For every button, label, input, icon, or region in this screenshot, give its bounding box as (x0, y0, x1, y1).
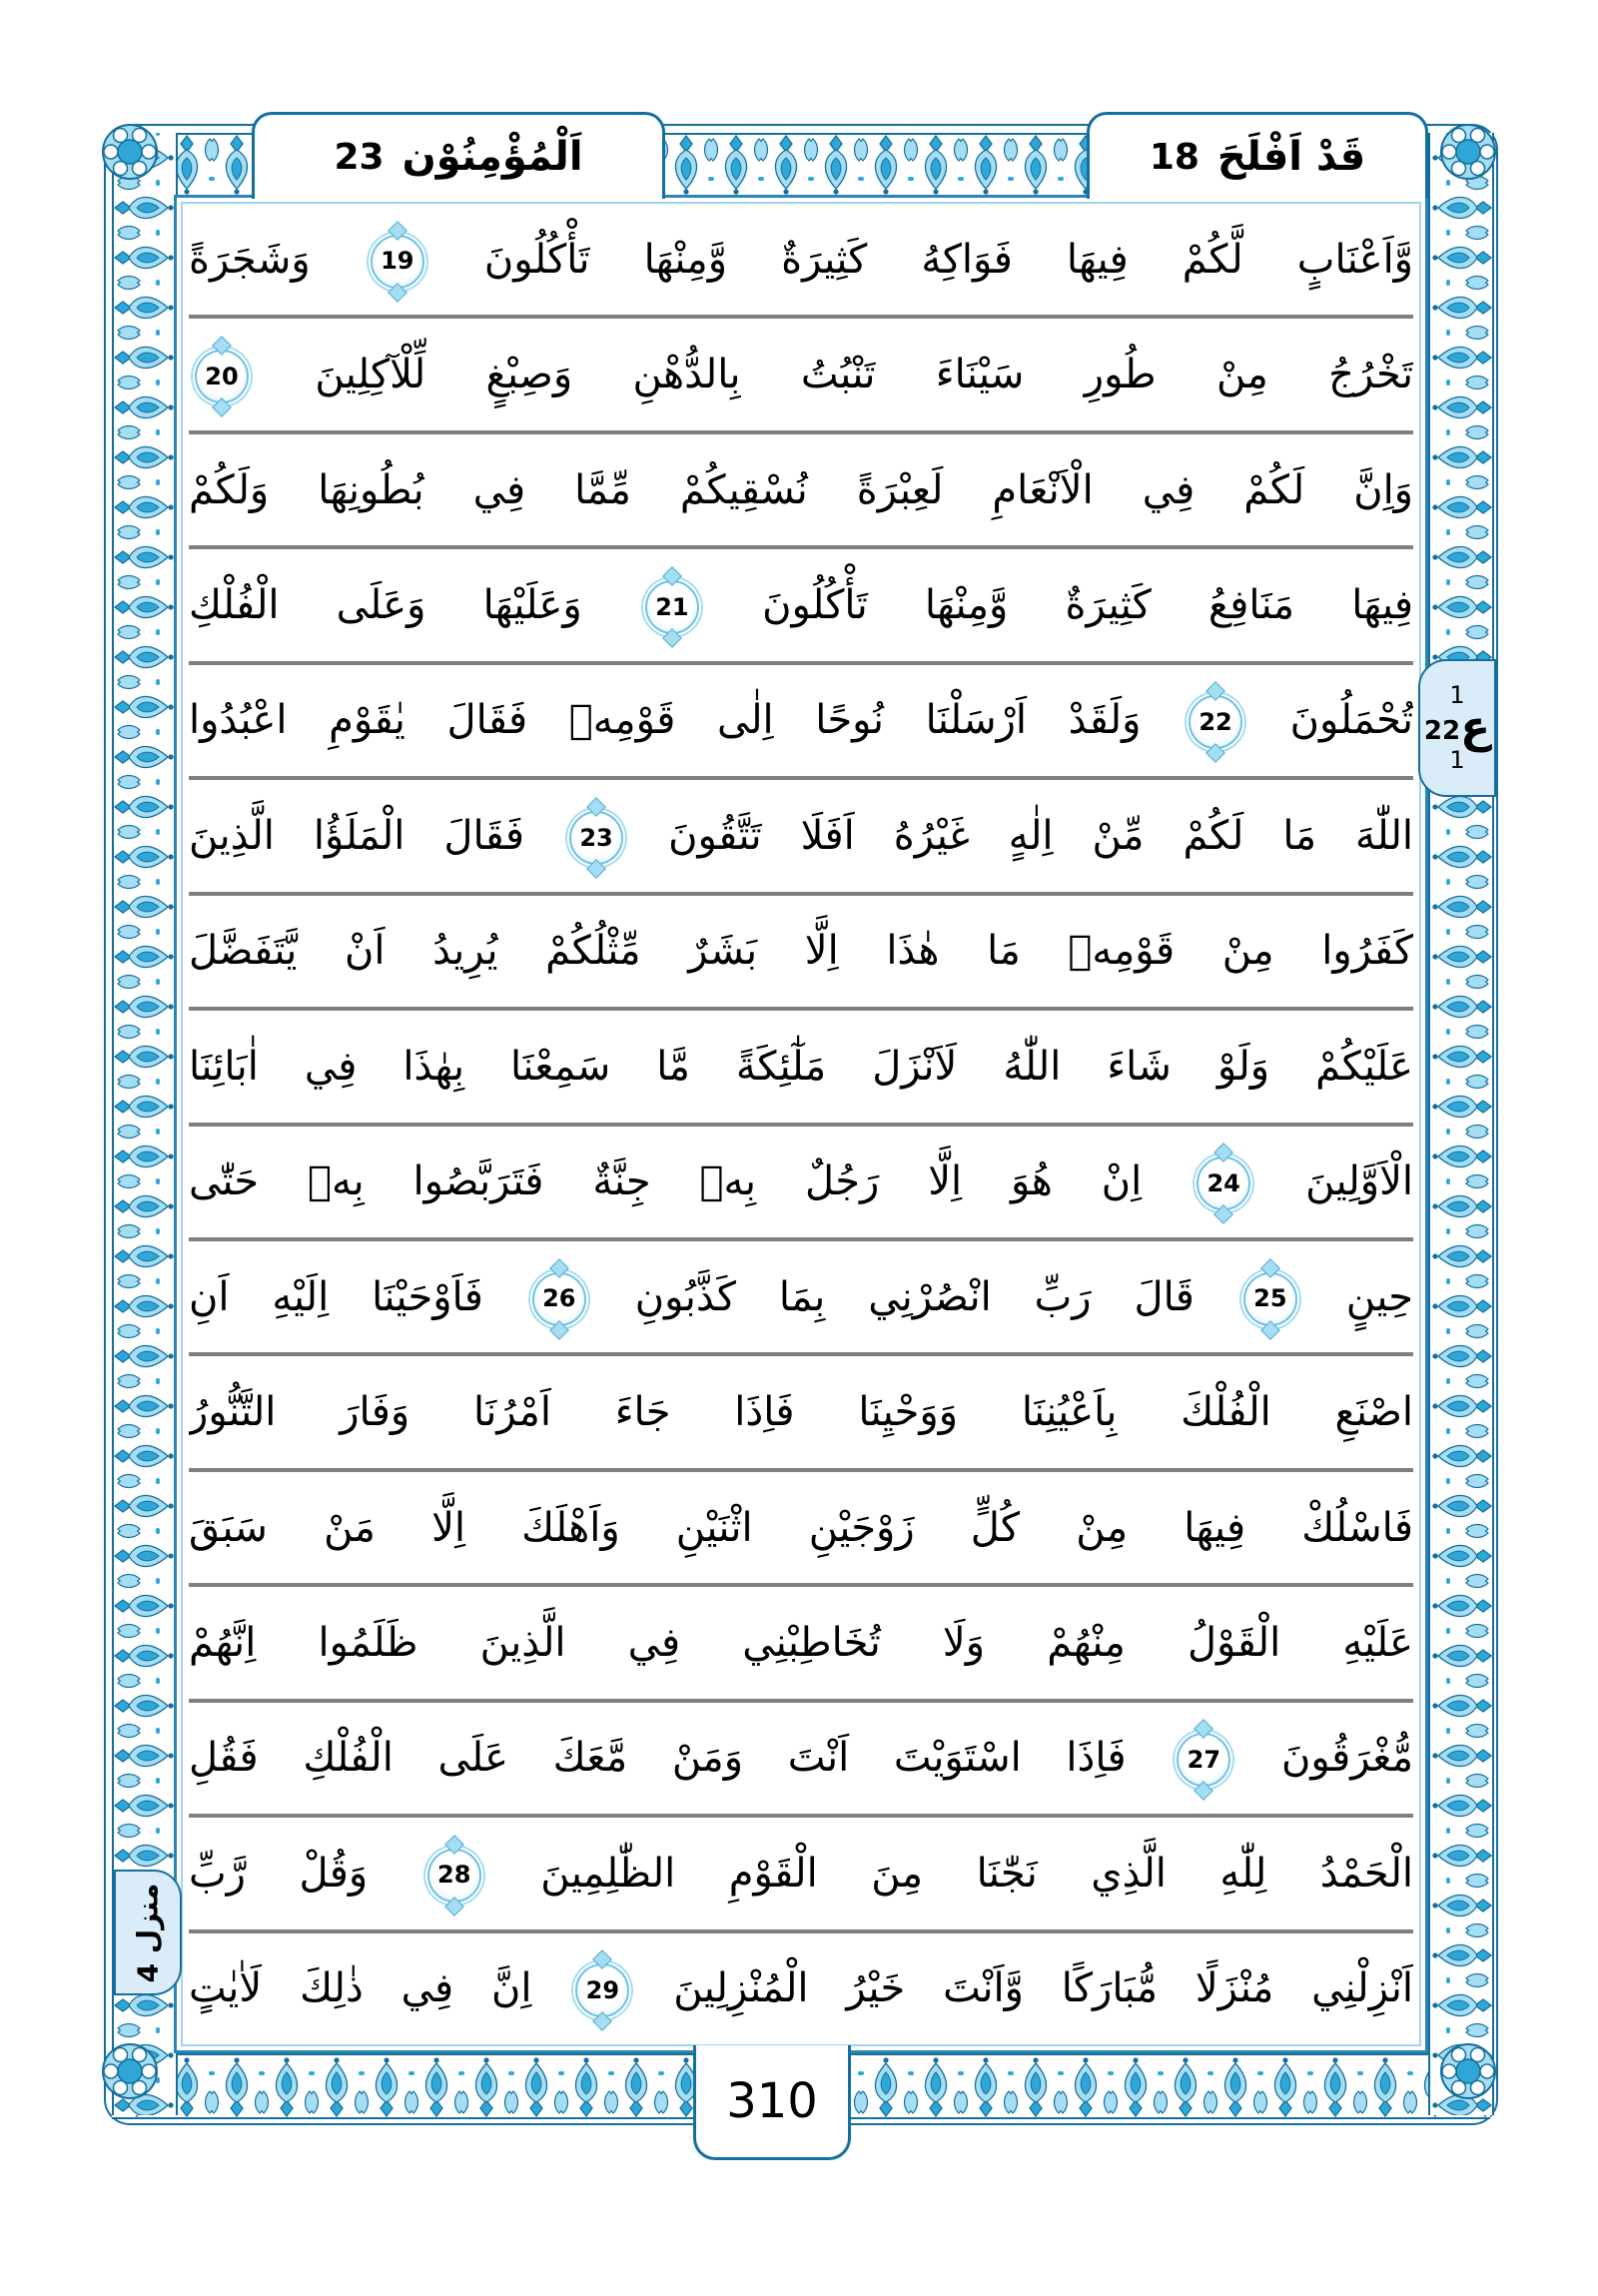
ayah-text: وَلَقَدْ اَرْسَلْنَا نُوحًا اِلٰى قَوْمِهٖ فَقَالَ يٰقَوْمِ اعْبُدُوا (189, 697, 1142, 744)
quran-line-text (189, 461, 1413, 519)
verse-number: 21 (655, 592, 689, 621)
quran-line (189, 319, 1413, 433)
surah-name-tab (252, 112, 665, 199)
manzil-marker-tab (114, 1870, 182, 1995)
corner-rosette-icon (98, 120, 162, 184)
verse-end-marker (1197, 1156, 1250, 1210)
quran-line (189, 665, 1413, 780)
ayah-text: وَّاَعْنَابٍ لَّكُمْ فِيهَا فَوَاكِهُ كَثِيرَةٌ وَّمِنْهَا تَأْكُلُونَ (483, 236, 1413, 283)
decorative-border-right (1428, 133, 1494, 2115)
verse-end-marker (569, 811, 623, 865)
ayah-text: وَقُلْ رَّبِّ (189, 1850, 369, 1897)
ayah-text: اصْنَعِ الْفُلْكَ بِاَعْيُنِنَا وَوَحْيِنَا فَاِذَا جَاءَ اَمْرُنَا وَفَارَ التَّنُّورُ (189, 1389, 1413, 1436)
juz-name-tab (1087, 112, 1428, 199)
manzil-label: منزل 4 (131, 1883, 165, 1982)
verse-number: 23 (579, 823, 613, 852)
verse-number: 29 (585, 1975, 620, 2004)
ayah-text: وَشَجَرَةً (189, 236, 311, 283)
ayah-text: تَخْرُجُ مِنْ طُورِ سَيْنَاءَ تَنْبُتُ بِالدُّهْنِ وَصِبْغٍ لِّلْآكِلِينَ (315, 352, 1413, 398)
quran-line-text (189, 1845, 1413, 1903)
quran-line-text (189, 1499, 1413, 1557)
verse-end-marker (575, 1963, 629, 2017)
corner-rosette-icon (1436, 120, 1500, 184)
verse-end-marker (371, 235, 424, 289)
surah-number: 23 (334, 136, 385, 178)
quran-line (189, 1127, 1413, 1241)
quran-line (189, 434, 1413, 549)
verse-number: 26 (542, 1284, 576, 1313)
quran-line (189, 1933, 1413, 2044)
ayah-text: تُحْمَلُونَ (1289, 697, 1413, 744)
verse-number: 25 (1253, 1284, 1287, 1313)
corner-rosette-icon (1436, 2039, 1500, 2103)
page-number: 310 (726, 2073, 818, 2129)
ruku-number: 22 (1423, 715, 1461, 746)
ayah-text: اَنْزِلْنِي مُنْزَلًا مُّبَارَكًا وَّاَنْتَ خَيْرُ الْمُنْزِلِينَ (673, 1965, 1413, 2012)
corner-rosette-icon (98, 2039, 162, 2103)
quran-line (189, 896, 1413, 1011)
juz-number: 18 (1149, 136, 1199, 178)
quran-line (189, 1356, 1413, 1471)
ayah-text: الْاَوَّلِينَ (1305, 1158, 1413, 1205)
quran-line-text (189, 576, 1413, 634)
ayah-text: فَاسْلُكْ فِيهَا مِنْ كُلٍّ زَوْجَيْنِ اثْنَيْنِ وَاَهْلَكَ اِلَّا مَنْ سَبَقَ (189, 1504, 1413, 1551)
verse-end-marker (645, 580, 699, 634)
ayah-text: فَاَوْحَيْنَا اِلَيْهِ اَنِ (189, 1273, 483, 1320)
ayah-text: حِينٍ (1345, 1273, 1413, 1320)
ayah-text: فَاِذَا اسْتَوَيْتَ اَنْتَ وَمَنْ مَّعَكَ عَلَى الْفُلْكِ فَقُلِ (189, 1735, 1127, 1782)
ayah-text: عَلَيْهِ الْقَوْلُ مِنْهُمْ وَلَا تُخَاطِبْنِي فِي الَّذِينَ ظَلَمُوا اِنَّهُمْ (189, 1619, 1413, 1666)
quran-line-text (189, 1268, 1413, 1326)
ruku-count-top: 1 (1449, 681, 1465, 710)
ayah-text: اِنْ هُوَ اِلَّا رَجُلٌ بِهٖ جِنَّةٌ فَتَرَبَّصُوا بِهٖ حَتّٰى (189, 1158, 1143, 1205)
ayah-text: اللّٰهَ مَا لَكُمْ مِّنْ اِلٰهٍ غَيْرُهُ اَفَلَا تَتَّقُونَ (668, 812, 1413, 859)
ayah-text: مُّغْرَقُونَ (1281, 1735, 1413, 1782)
verse-number: 24 (1206, 1168, 1240, 1197)
quran-line (189, 1818, 1413, 1932)
ayah-text: وَاِنَّ لَكُمْ فِي الْاَنْعَامِ لَعِبْرَةً نُسْقِيكُمْ مِّمَّا فِي بُطُونِهَا وَلَكُمْ (189, 466, 1413, 513)
quran-line-text (189, 1729, 1413, 1787)
quran-line-text (189, 1383, 1413, 1441)
quran-line (189, 1241, 1413, 1356)
quran-line (189, 549, 1413, 664)
ruku-count-bottom: 1 (1449, 745, 1465, 774)
ayah-text: وَعَلَيْهَا وَعَلَى الْفُلْكِ (189, 582, 582, 629)
quran-line-text (189, 922, 1413, 980)
quran-line (189, 1587, 1413, 1702)
quran-line-text (189, 1959, 1413, 2017)
ayah-text: كَفَرُوا مِنْ قَوْمِهٖ مَا هٰذَا اِلَّا بَشَرٌ مِّثْلُكُمْ يُرِيدُ اَنْ يَّتَفَضَّلَ (189, 928, 1413, 975)
verse-end-marker (195, 350, 249, 403)
quran-line (189, 204, 1413, 319)
verse-end-marker (1177, 1733, 1230, 1787)
quran-line (189, 1011, 1413, 1126)
verse-number: 27 (1187, 1746, 1221, 1774)
quran-line-text (189, 231, 1413, 289)
verse-end-marker (1243, 1272, 1297, 1326)
ayah-text: فَقَالَ الْمَلَؤُا الَّذِينَ (189, 812, 524, 859)
quran-line-text (189, 1152, 1413, 1210)
quran-line-text (189, 346, 1413, 403)
ayah-text: اِنَّ فِي ذٰلِكَ لَاٰيٰتٍ (189, 1965, 532, 2012)
ruku-marker-tab (1418, 659, 1496, 797)
quran-text-area (174, 195, 1428, 2053)
ayah-text: عَلَيْكُمْ وَلَوْ شَاءَ اللّٰهُ لَاَنْزَلَ مَلٰٓئِكَةً مَّا سَمِعْنَا بِهٰذَا فِي اٰبَائِنَا (189, 1043, 1413, 1090)
quran-line-text (189, 691, 1413, 749)
verse-end-marker (1189, 695, 1242, 749)
quran-line-text (189, 1038, 1413, 1096)
quran-line (189, 1472, 1413, 1587)
verse-end-marker (427, 1849, 481, 1903)
quran-line-text (189, 807, 1413, 865)
decorative-border-left (112, 133, 178, 2115)
surah-name: اَلْمُؤْمِنُوْن (401, 134, 583, 180)
ayah-text: قَالَ رَبِّ انْصُرْنِي بِمَا كَذَّبُونِ (634, 1273, 1195, 1320)
verse-number: 22 (1198, 708, 1232, 737)
verse-number: 28 (437, 1861, 471, 1890)
quran-line-text (189, 1614, 1413, 1672)
quran-line (189, 780, 1413, 895)
ruku-ain-marker (1423, 702, 1491, 754)
ain-glyph: ع (1460, 702, 1491, 754)
verse-number: 19 (381, 247, 414, 276)
page-number-tab (693, 2045, 851, 2160)
juz-name: قَدْ اَفْلَحَ (1216, 134, 1366, 180)
verse-end-marker (532, 1272, 586, 1326)
quran-line (189, 1703, 1413, 1818)
verse-number: 20 (205, 362, 239, 390)
ayah-text: فِيهَا مَنَافِعُ كَثِيرَةٌ وَّمِنْهَا تَأْكُلُونَ (762, 582, 1413, 629)
ayah-text: الْحَمْدُ لِلّٰهِ الَّذِي نَجّٰنَا مِنَ الْقَوْمِ الظّٰلِمِينَ (540, 1850, 1413, 1897)
